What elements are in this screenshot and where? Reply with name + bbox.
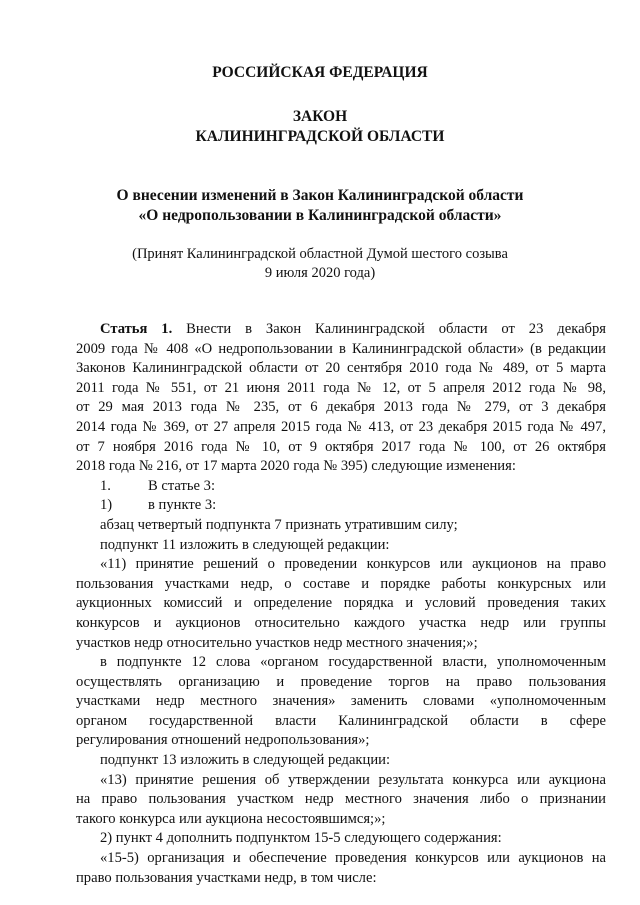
country-heading: РОССИЙСКАЯ ФЕДЕРАЦИЯ xyxy=(212,64,428,81)
paragraph-abzac: абзац четвертый подпункта 7 признать утратившим силу; xyxy=(100,516,458,533)
quote-13-line: на право пользования участком недр местного значения либо о признании xyxy=(76,791,606,808)
list-subitem-1: 1) в пункте 3: xyxy=(100,497,217,514)
list-subitem-2: 2) пункт 4 дополнить подпунктом 15-5 следующего содержания: xyxy=(100,830,502,847)
adoption-note-line-2: 9 июля 2020 года) xyxy=(264,265,376,281)
article-line: 2009 года № 408 «О недропользовании в Калининградской области» (в редакции xyxy=(76,340,606,357)
list-item-1: 1. В статье 3: xyxy=(100,477,216,494)
pp12-line: осуществлять организацию и проведение торгов на право пользования xyxy=(76,673,606,690)
quote-13-line: «13) принятие решения об утверждении результата конкурса или аукциона xyxy=(100,771,606,788)
pp12-line: в подпункте 12 слова «органом государственной власти, уполномоченным xyxy=(100,654,606,671)
article-line: Законов Калининградской области от 20 сентября 2010 года № 489, от 5 марта xyxy=(76,360,606,377)
article-line: от 7 ноября 2016 года № 10, от 9 октября 2017 года № 100, от 26 октября xyxy=(76,438,606,455)
article-line: 2018 года № 216, от 17 марта 2020 года № 395) следующие изменения: xyxy=(76,458,516,475)
region-heading: КАЛИНИНГРАДСКОЙ ОБЛАСТИ xyxy=(195,128,445,145)
quote-15-5-line: «15-5) организация и обеспечение проведения конкурсов или аукционов на xyxy=(100,850,606,867)
article-line: от 29 мая 2013 года № 235, от 6 декабря 2013 года № 279, от 3 декабря xyxy=(76,399,606,416)
law-title-line-1: О внесении изменений в Закон Калининградской области xyxy=(116,187,524,204)
quote-11-line: участков недр относительно участков недр местного значения;»; xyxy=(76,634,478,651)
article-body xyxy=(76,320,606,888)
article-label: Статья 1. xyxy=(100,321,173,337)
pp12-line: участками недр местного значения» заменить словами «уполномоченным xyxy=(76,693,606,710)
paragraph-pp13: подпункт 13 изложить в следующей редакции: xyxy=(100,752,391,769)
law-title-line-2: «О недропользовании в Калининградской области» xyxy=(138,207,502,224)
adoption-note-line-1: (Принят Калининградской областной Думой шестого созыва xyxy=(132,246,508,262)
quote-11-line: аукционных комиссий и определение порядка и условий проведения таких xyxy=(76,595,606,612)
article-line: 2011 года № 551, от 21 июня 2011 года № 12, от 5 апреля 2012 года № 98, xyxy=(76,379,606,396)
article-line: 2014 года № 369, от 27 апреля 2015 года № 413, от 23 декабря 2015 года № 497, xyxy=(76,418,606,435)
article-line: Статья 1. Внести в Закон Калининградской области от 23 декабря xyxy=(100,321,606,337)
quote-13-line: такого конкурса или аукциона несостоявшимся;»; xyxy=(76,810,386,827)
pp12-line: регулирования отношений недропользования»; xyxy=(76,732,370,749)
law-heading: ЗАКОН xyxy=(292,108,348,125)
quote-11-line: пользования участками недр, о составе и порядке работы конкурсных или xyxy=(76,575,606,592)
quote-11-line: «11) принятие решений о проведении конкурсов или аукционов на право xyxy=(100,556,606,573)
quote-15-5-line: право пользования участками недр, в том числе: xyxy=(76,869,377,886)
quote-11-line: конкурсов и аукционов относительно каждого участка недр или группы xyxy=(76,614,606,631)
paragraph-pp11: подпункт 11 изложить в следующей редакции: xyxy=(100,536,390,553)
pp12-line: органом государственной власти Калининградской области в сфере xyxy=(76,712,606,729)
